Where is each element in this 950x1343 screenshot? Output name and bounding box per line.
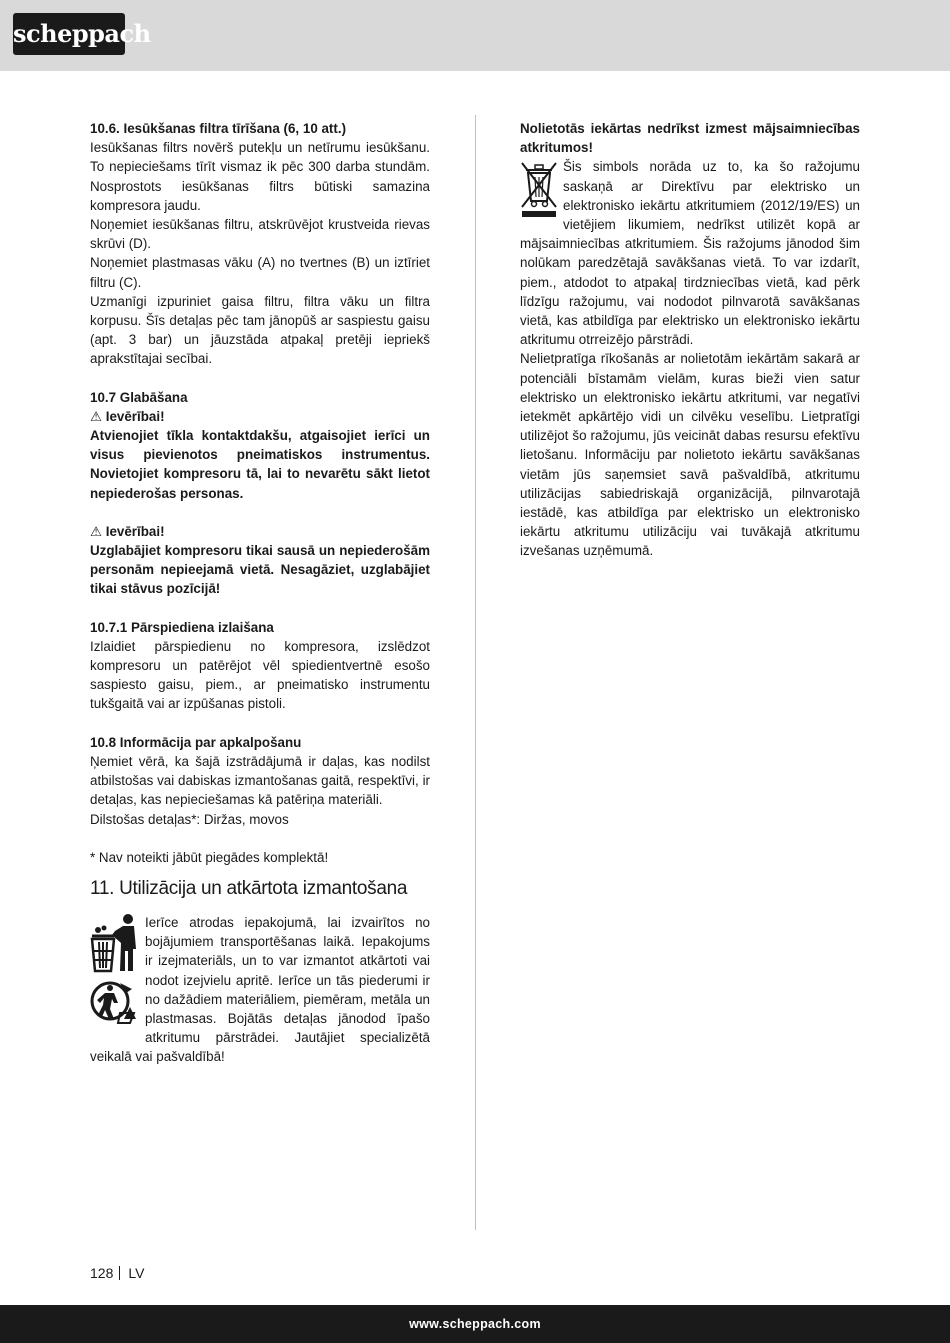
recycle-arrows-icon [90, 979, 138, 1027]
paragraph: Iesūkšanas filtrs novērš putekļu un netīrumu iesūkšanu. To nepieciešams tīrīt vismaz ik pēc 300 darba stundām. Nosprostots iesūkšanas filtrs būtiski samazina kompresora jaudu. [90, 140, 430, 213]
page-header [0, 0, 950, 71]
section-10-7-title: 10.7 Glabāšana [90, 389, 188, 405]
language-code: LV [128, 1265, 145, 1281]
section-10-7-1-title: 10.7.1 Pārspiediena izlaišana [90, 619, 274, 635]
page-number [90, 1264, 144, 1282]
section-10-6-title: 10.6. Iesūkšanas filtra tīrīšana (6, 10 att.) [90, 121, 347, 136]
warning-text: Atvienojiet tīkla kontaktdakšu, atgaisojiet ierīci un visus pievienotos pneimatiskos instrumentus. Novietojiet kompresoru tā, lai to nevarētu sākt lietot nepiederošas personas. [90, 428, 430, 501]
weee-title: Nolietotās iekārtas nedrīkst izmest mājsaimniecības atkritumos! [520, 121, 860, 156]
warning-text: Uzglabājiet kompresoru tikai sausā un nepiederošām personām nepieejamā vietā. Nesagāziet, uzglabājiet tikai stāvus pozīcijā! [90, 543, 430, 597]
footnote: * Nav noteikti jābūt piegādes komplektā! [90, 849, 329, 865]
disposal-icons [90, 913, 140, 1027]
right-column [520, 119, 860, 561]
paragraph: Ierīce atrodas iepakojumā, lai izvairītos no bojājumiem transportēšanas laikā. Iepakojums ir izejmateriāls, un to var izmantot atkārtoti vai nodot izejvielu apritē. Ierīce un tās piederumi ir no dažādiem materiāliem, piemēram, metāla un plastmasas. Bojātās detaļas jānodod īpašo atkritumu pārstrādei. Jautājiet specializētā veikalā vai pašvaldībā! [90, 914, 430, 1065]
section-11-title: 11. Utilizācija un atkārtota izmantošana [90, 877, 408, 899]
crossed-bin-weee-icon [520, 157, 560, 224]
recycle-bin-person-icon [90, 913, 138, 973]
warning-label: ⚠ Ievērībai! [90, 408, 165, 424]
warning-label: ⚠ Ievērībai! [90, 523, 165, 539]
paragraph: Uzmanīgi izpuriniet gaisa filtru, filtra vāku un filtra korpusu. Šīs detaļas pēc tam jānopūš ar saspiestu gaisu (apt. 3 bar) un jāuzstāda atpakaļ pretēji iepriekš aprakstītajai secībai. [90, 293, 430, 367]
website-url: www.scheppach.com [409, 1317, 541, 1331]
paragraph: Noņemiet plastmasas vāku (A) no tvertnes (B) un iztīriet filtru (C). [90, 255, 430, 290]
scheppach-logo: scheppach [13, 13, 125, 55]
page-footer [0, 1305, 950, 1343]
paragraph: Dilstošas detaļas*: Diržas, movos [90, 811, 289, 827]
paragraph: Šis simbols norāda uz to, ka šo ražojumu saskaņā ar Direktīvu par elektrisko un elektronisko iekārtu atkritumiem (2012/19/ES) un vietējiem likumiem, nedrīkst utilizēt kopā ar mājsaimniecības atkritumiem. Šis ražojums jānodod šim nolūkam paredzētajā savākšanas vietā. To var izdarīt, piem., atdodot to atpakaļ tirdzniecības vietā, kad pērk līdzīgu ražojumu, vai nododot pilnvarotā savākšanas vietā, kas atbildīga par elektrisko un elektronisko iekārtu atkritumu otrreizējo pārstrādi. [520, 159, 860, 348]
paragraph: Noņemiet iesūkšanas filtru, atskrūvējot krustveida rievas skrūvi (D). [90, 217, 430, 252]
paragraph: Nelietpratīga rīkošanās ar nolietotām iekārtām sakarā ar potenciāli bīstamām vielām, kuras bieži vien satur elektrisko un elektronisko iekārtu atkritumi, var negatīvi ietekmēt apkārtējo vidi un cilvēku veselību. Lietpratīgi utilizējot šo ražojumu, jūs veicināt dabas resursu efektīvu lietošanu. Informāciju par nolietoto iekārtu savākšanas vietām jūs saņemsiet savā pašvaldībā, atkritumu utilizācijas sabiedriskajā organizācijā, pilnvarotajā iestādē, kas atbildīga par elektrisko un elektronisko iekārtu atkritumu utilizāciju vai tuvākajā atkritumu izvešanas uzņēmumā. [520, 351, 860, 559]
section-10-8-title: 10.8 Informācija par apkalpošanu [90, 734, 302, 750]
left-column [90, 119, 430, 1067]
column-divider [475, 115, 476, 1230]
page-number-value: 128 [90, 1265, 114, 1281]
paragraph: Ņemiet vērā, ka šajā izstrādājumā ir daļas, kas nodilst atbilstošas vai dabiskas izmantošanas gaitā, respektīvi, ir detaļas, kas nepieciešamas kā patēriņa materiāli. [90, 753, 430, 808]
paragraph: Izlaidiet pārspiedienu no kompresora, izslēdzot kompresoru un patērējot vēl spiedientvertnē esošo saspiesto gaisu, piem., ar pneimatisko instrumentu tukšgaitā vai ar izpūšanas pistoli. [90, 638, 430, 712]
